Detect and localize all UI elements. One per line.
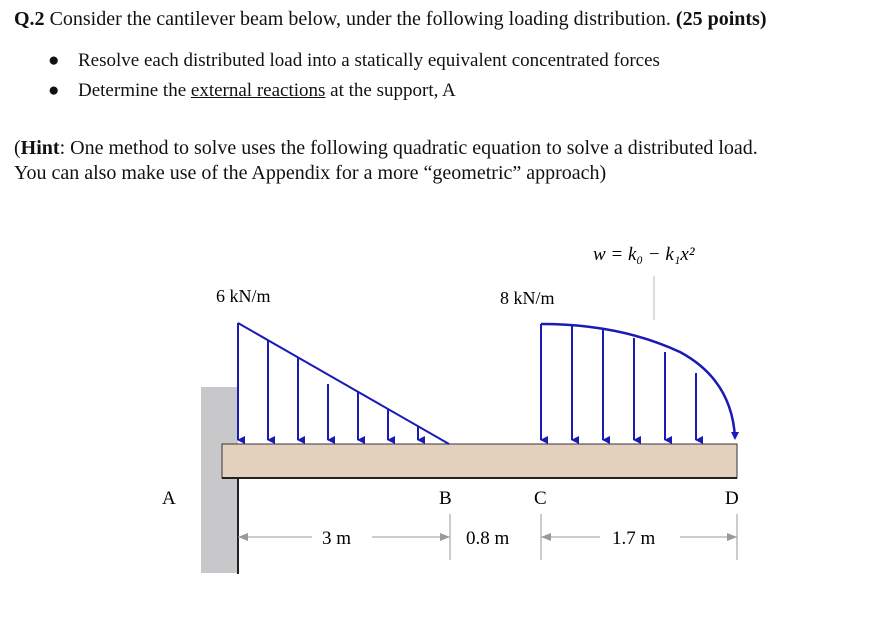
point-b-label: B [439,488,452,509]
bullet-suffix: at the support, A [325,80,456,101]
point-c-label: C [534,488,547,509]
load1-label: 6 kN/m [216,286,271,306]
bullet-prefix: Determine the [78,80,191,101]
bullet-text: Resolve each distributed load into a statically equivalent concentrated forces [78,50,660,71]
point-a-label: A [162,488,176,509]
question-number: Q.2 [14,8,45,30]
hint-line2: You can also make use of the Appendix for a more “geometric” approach) [14,162,607,184]
dim-0.8m: 0.8 m [466,528,510,549]
beam [222,444,737,478]
hint-label: Hint [20,137,60,159]
bullet-icon: ● [48,50,60,71]
question-text: Consider the cantilever beam below, under the following loading distribution. [44,8,676,30]
dim-3m: 3 m [322,528,352,549]
wall-support [201,387,238,573]
hint-open: ( [14,137,21,159]
arrowhead-d [731,432,739,440]
hint-line1: : One method to solve uses the following quadratic equation to solve a distributed load. [59,137,758,159]
load-formula: w = k₀ − k₁x² [593,244,695,265]
question-points: (25 points) [675,8,767,30]
triangular-load [238,323,449,444]
load2-label: 8 kN/m [500,288,555,308]
parabolic-load [541,324,735,440]
bullet-underlined: external reactions [190,80,326,101]
point-d-label: D [725,488,739,509]
bullet-icon: ● [48,80,60,101]
dim-1.7m: 1.7 m [612,528,656,549]
